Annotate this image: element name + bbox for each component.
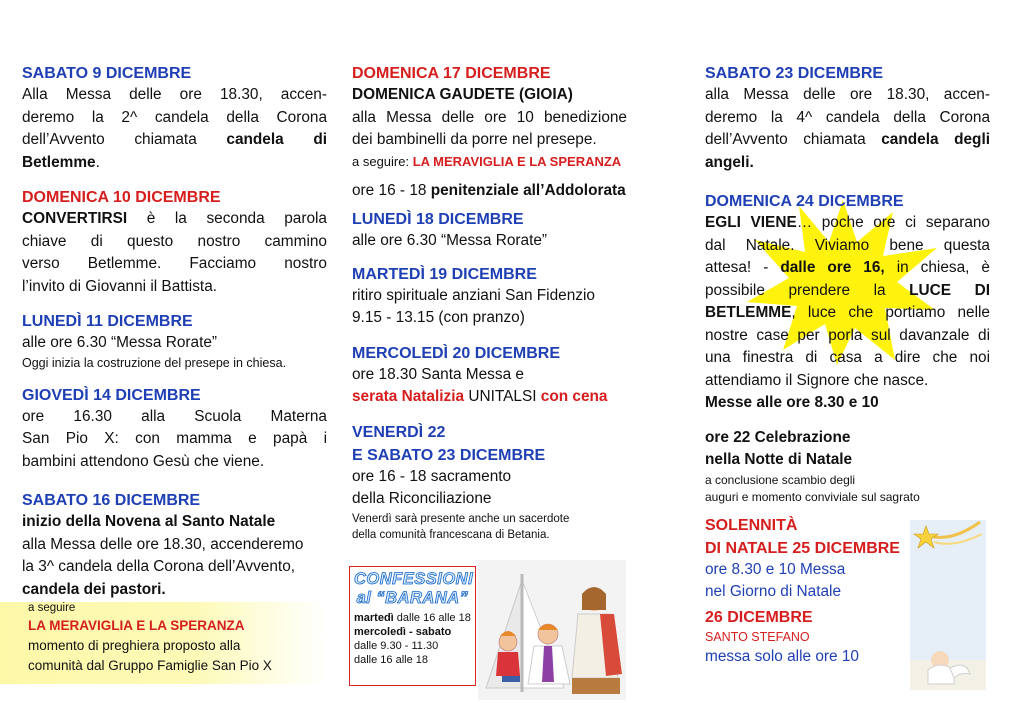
column-2: [352, 64, 627, 543]
bold-text: LUCE DI: [909, 281, 990, 299]
event-sabato-23: [705, 64, 990, 174]
bold-text: dalle ore 16,: [780, 259, 885, 276]
text-span: a seguire:: [352, 153, 413, 169]
bold-text: Betlemme: [22, 153, 96, 171]
text-line: ore 16.30 alla Scuola Materna: [22, 407, 327, 425]
text-span: è la seconda parola: [127, 210, 327, 227]
text-line: ore 8.30 e 10 Messa: [705, 560, 846, 578]
red-text: LA MERAVIGLIA E LA SPERANZA: [28, 618, 245, 633]
event-heading: VENERDÌ 22: [352, 423, 446, 441]
text-line: nostre case per porla sul davanzale di: [705, 326, 990, 344]
schedule-line: dalle 16 alle 18: [354, 654, 429, 666]
event-notte-natale: [705, 427, 990, 506]
text-line: ore 22 Celebrazione: [705, 428, 851, 446]
text-line: [705, 129, 990, 152]
schedule-line: dalle 9.30 - 11.30: [354, 640, 439, 652]
small-text: auguri e momento conviviale sul sagrato: [705, 489, 920, 504]
text-line: deremo la 2^ candela della Corona: [22, 108, 327, 126]
text-line: chiave di questo nostro cammino: [22, 232, 327, 250]
text-line: messa solo alle ore 10: [705, 647, 859, 665]
text-line: inizio della Novena al Santo Natale: [22, 513, 276, 530]
red-text: con cena: [540, 388, 608, 405]
bold-text: candela di: [226, 131, 327, 148]
text-line: nella Notte di Natale: [705, 451, 853, 468]
event-sabato-9: [22, 64, 327, 174]
event-heading: MARTEDÌ 19 DICEMBRE: [352, 265, 537, 283]
text-span: in chiesa, è: [884, 259, 990, 276]
text-line: ore 16 - 18 sacramento: [352, 467, 512, 485]
text-line: alle ore 6.30 “Messa Rorate”: [22, 334, 218, 351]
text-line: verso Betlemme. Facciamo nostro: [22, 255, 327, 272]
text-span: .: [95, 153, 100, 171]
event-venerdi-22: [352, 423, 627, 543]
text-line: ritiro spirituale anziani San Fidenzio: [352, 286, 595, 304]
bold-text: CONVERTIRSI: [22, 210, 128, 227]
small-text: a seguire: [28, 602, 76, 614]
event-heading: DOMENICA 17 DICEMBRE: [352, 65, 551, 82]
text-line: alla Messa delle ore 18.30, accen-: [705, 86, 990, 103]
event-heading: LUNEDÌ 11 DICEMBRE: [22, 313, 193, 330]
event-heading: GIOVEDÌ 14 DICEMBRE: [22, 386, 201, 404]
text-span: possibile prendere la: [705, 281, 910, 299]
red-text: serata Natalizia: [352, 388, 465, 405]
event-martedi-19: [352, 265, 627, 330]
angel-star-illustration: [910, 520, 986, 690]
red-text: SANTO STEFANO: [705, 629, 810, 644]
text-line: angeli.: [705, 153, 754, 171]
schedule-line: mercoledì - sabato: [354, 626, 452, 638]
text-line: dal Natale. Viviamo bene questa: [705, 236, 990, 254]
bold-text: martedì: [354, 612, 394, 624]
text-line: attendiamo il Signore che nasce.: [705, 371, 929, 389]
event-lunedi-11: [22, 312, 327, 372]
event-heading: MERCOLEDÌ 20 DICEMBRE: [352, 344, 561, 362]
text-line: della Riconciliazione: [352, 490, 492, 507]
event-domenica-24: [705, 192, 990, 415]
text-line: alla Messa delle ore 10 benedizione: [352, 108, 627, 126]
bold-text: penitenziale all’Addolorata: [430, 181, 626, 199]
event-mercoledi-20: [352, 344, 627, 409]
event-heading: 26 DICEMBRE: [705, 608, 813, 626]
small-text: della comunità francescana di Betania.: [352, 528, 550, 541]
text-span: dell’Avvento chiamata: [22, 131, 227, 148]
confessioni-box: [349, 566, 476, 686]
event-heading: LUNEDÌ 18 DICEMBRE: [352, 211, 524, 228]
text-line: momento di preghiera proposto alla: [28, 638, 241, 653]
confessioni-title: CONFESSIONI: [354, 570, 474, 588]
text-line: DOMENICA GAUDETE (GIOIA): [352, 86, 573, 103]
event-sabato-16: [22, 491, 327, 676]
confessioni-subtitle: al “BARANA”: [356, 589, 469, 607]
event-heading: DOMENICA 10 DICEMBRE: [22, 189, 221, 206]
text-line: una finestra di casa a dire che noi: [705, 349, 990, 366]
event-heading: E SABATO 23 DICEMBRE: [352, 446, 546, 464]
event-heading: SABATO 23 DICEMBRE: [705, 65, 884, 82]
text-line: bambini attendono Gesù che viene.: [22, 452, 265, 470]
event-lunedi-18: [352, 210, 627, 253]
text-line: deremo la 4^ candela della Corona: [705, 108, 990, 126]
text-span: ore 16 - 18: [352, 181, 431, 199]
bold-text: candela degli: [881, 131, 990, 148]
text-line: Alla Messa delle ore 18.30, accen-: [22, 86, 327, 103]
text-line: [705, 302, 990, 325]
text-line: [22, 152, 327, 175]
schedule-line: [354, 611, 471, 625]
text-line: alle ore 6.30 “Messa Rorate”: [352, 232, 548, 249]
text-line: ore 18.30 Santa Messa e: [352, 365, 524, 383]
text-line: la 3^ candela della Corona dell’Avvento,: [22, 558, 296, 575]
text-line: comunità dal Gruppo Famiglie San Pio X: [28, 658, 272, 673]
text-span: attesa! -: [705, 259, 781, 276]
text-line: [22, 208, 327, 231]
text-span: , luce che portiamo nelle: [791, 304, 990, 321]
event-heading: DI NATALE 25 DICEMBRE: [705, 539, 900, 557]
small-text: Venerdì sarà presente anche un sacerdote: [352, 512, 570, 525]
bold-text: EGLI VIENE: [705, 214, 797, 231]
small-text: Oggi inizia la costruzione del presepe in chiesa.: [22, 355, 287, 370]
event-giovedi-14: [22, 386, 327, 474]
small-text: a conclusione scambio degli: [705, 472, 856, 487]
text-line: l’invito di Giovanni il Battista.: [22, 277, 218, 295]
event-heading: DOMENICA 24 DICEMBRE: [705, 193, 904, 210]
text-line: dei bambinelli da porre nel presepe.: [352, 131, 597, 148]
event-heading: SABATO 16 DICEMBRE: [22, 492, 201, 509]
text-line: candela dei pastori.: [22, 580, 166, 598]
event-heading: SOLENNITÀ: [705, 516, 798, 534]
text-line: [705, 257, 990, 280]
text-span: UNITALSI: [464, 388, 541, 405]
confession-illustration: [478, 560, 626, 700]
column-1: [22, 64, 327, 676]
text-line: [352, 180, 627, 203]
text-span: dell’Avvento chiamata: [705, 131, 882, 148]
text-line: [705, 212, 990, 235]
text-line: nel Giorno di Natale: [705, 583, 842, 600]
text-line: alla Messa delle ore 18.30, accenderemo: [22, 535, 304, 553]
text-line: San Pio X: con mamma e papà i: [22, 430, 327, 447]
text-line: [352, 152, 627, 172]
text-line: [352, 386, 627, 409]
bold-text: BETLEMME: [705, 304, 792, 321]
text-line: 9.15 - 13.15 (con pranzo): [352, 309, 525, 326]
event-domenica-17: [352, 64, 627, 202]
text-span: … poche ore ci separano: [796, 214, 990, 231]
text-line: Messe alle ore 8.30 e 10: [705, 394, 879, 411]
text-line: [705, 280, 990, 303]
text-span: dalle 16 alle 18: [393, 612, 471, 624]
text-line: [22, 129, 327, 152]
event-heading: SABATO 9 DICEMBRE: [22, 65, 192, 82]
event-domenica-10: [22, 188, 327, 298]
red-text: LA MERAVIGLIA E LA SPERANZA: [412, 153, 622, 169]
